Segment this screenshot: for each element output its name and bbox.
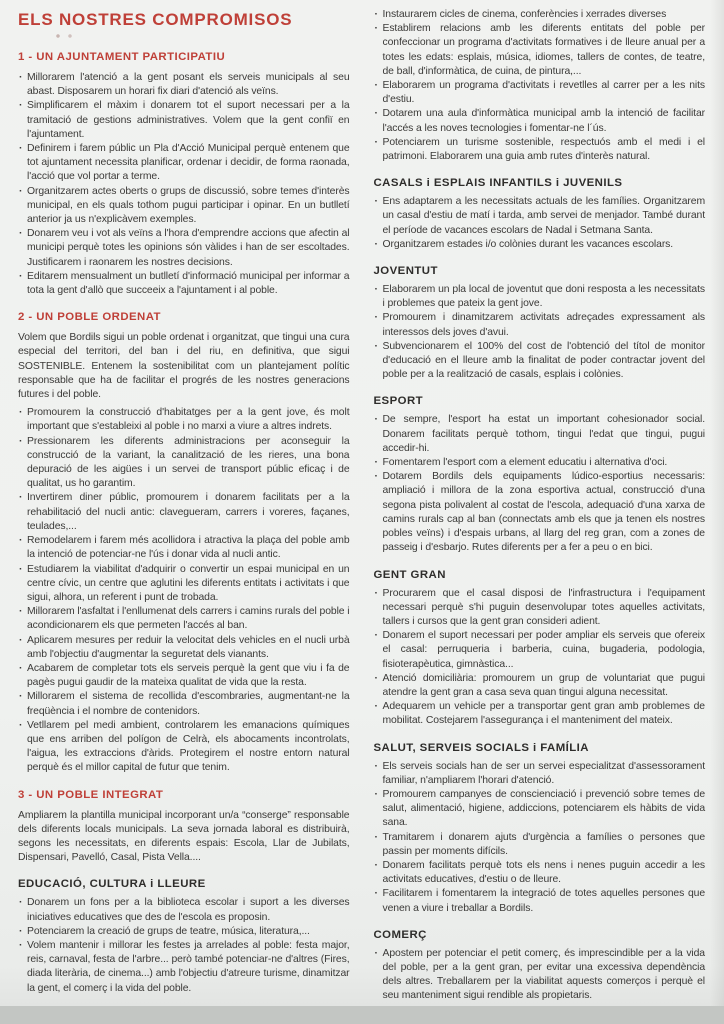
bullet-item: · Millorarem l'asfaltat i l'enllumenat dels carrers i camins rurals del poble i acondicionarem els que permeten l'accés al ban. [18,605,350,633]
section-heading-black: ESPORT [373,395,424,408]
bullet-list [18,71,350,298]
bullet-list [374,587,706,729]
bullet-item: · Volem mantenir i millorar les festes ja arrelades al poble: festa major, reis, carnaval, festa de l'arbre... però també potenciar-ne d'altres (Fires, diada literària, de cinema...) amb l'objectiu d'atreure turisme, dinamitzar la gent, el comerç i la vida del poble. [18,939,350,996]
bullet-item: · Organitzarem estades i/o colònies durant les vacances escolars. [374,238,706,252]
section-heading-black: JOVENTUT [373,265,438,278]
bullet-item: · Tramitarem i donarem ajuts d'urgència a famílies o persones que passin per moments difícils. [374,831,706,859]
bullet-item: · Estudiarem la viabilitat d'adquirir o convertir un espai municipal en un centre cívic, un centre que aglutini les diferents entitats i activitats i que sigui, alhora, un referent i punt de trobada. [18,563,350,606]
bullet-item: · Procurarem que el casal disposi de l'infrastructura i l'equipament necessari perquè s'hi puguin desenvolupar totes aquelles activitats, tallers i cursos que la gent gran consideri adient. [374,587,706,630]
bullet-item: · Pressionarem les diferents administracions per aconseguir la construcció de la variant, la canalització de les rieres, una bona depuració de les aigües i un servei de transport públic eficaç i de qualitat, us ho garantim. [18,435,350,492]
bullet-item: · Acabarem de completar tots els serveis perquè la gent que viu i fa de pagès pugui gaudir de la mateixa qualitat de vida que la resta. [18,662,350,690]
bullet-list [374,413,706,555]
bullet-item: · Apostem per potenciar el petit comerç, és imprescindible per a la vida del poble, per a la gent gran, per evitar una excessiva dependència dels altres. Treballarem per la viabilitat aquests comerços i perquè el seu manteniment sigui rendible als propietaris. [374,947,706,1004]
bullet-item: · Promourem campanyes de conscienciació i prevenció sobre temes de salut, alimentació, higiene, addiccions, potenciarem els hàbits de vida sana. [374,788,706,831]
bullet-item: · Millorarem el sistema de recollida d'escombraries, augmentant-ne la freqüència i el nombre de contenidors. [18,690,350,718]
bullet-item: · Elaborarem un programa d'activitats i revetlles al carrer per a les nits d'estiu. [374,79,706,107]
section-heading-black: GENT GRAN [373,568,446,581]
bullet-item: · De sempre, l'esport ha estat un important cohesionador social. Donarem facilitats perquè tothom, tingui l'edat que tingui, pugui accedir-hi. [374,413,706,456]
section-heading-black: EDUCACIÓ, CULTURA i LLEURE [18,878,206,891]
bullet-item: · Fomentarem l'esport com a element educatiu i alternativa d'oci. [374,456,706,470]
bullet-item: · Donarem el suport necessari per poder ampliar els serveis que ofereix el casal: perruqueria i barberia, cuina, bugaderia, podologia, fisioterapèutica, gimnàstica... [374,629,706,672]
bullet-list [374,8,706,164]
bullet-item: · Promourem la construcció d'habitatges per a la gent jove, és molt important que s'estableixi al poble i no marxi a viure a altres indrets. [18,406,350,434]
column-1 [18,8,350,1006]
bullet-item: · Atenció domiciliària: promourem un grup de voluntariat que pugui atendre la gent gran a casa seva quan tingui alguna necessitat. [374,672,706,700]
column-2 [374,8,706,1006]
section-heading-black: CASALS i ESPLAIS INFANTILS i JUVENILS [373,177,623,190]
bullet-item: · Definirem i farem públic un Pla d'Acció Municipal perquè entenem que tot ajuntament necessita planificar, ordenar i decidir, de forma raonada, l'acció que vol portar a terme. [18,142,350,185]
bullet-item: · Editarem mensualment un butlletí d'informació municipal per informar a tota la gent d'allò que succeeix a l'ajuntament i al poble. [18,270,350,298]
bullet-list [374,760,706,916]
bullet-list [18,896,350,995]
section-heading-red: 1 - UN AJUNTAMENT PARTICIPATIU [18,51,226,63]
bullet-item: · Elaborarem un pla local de joventut que doni resposta a les necessitats i problemes que pateix la gent jove. [374,283,706,311]
bullet-item: · Instaurarem cicles de cinema, conferències i xerrades diverses [374,8,706,22]
bullet-item: · Establirem relacions amb les diferents entitats del poble per confeccionar un programa d'activitats formatives i de lleure anual per a totes les edats: esplais, música, idiomes, tallers de contes, de teatre, de ball, d'informàtica, de cuina, de pintura,... [374,22,706,79]
bullet-item: · Vetllarem pel medi ambient, controlarem les emanacions químiques que ens arriben del polígon de Celrà, els abocaments incontrolats, l'aigua, les extraccions d'àrids. Protegirem el nostre entorn natural perquè és el millor capital de futur que tenim. [18,719,350,776]
scan-artifact [52,34,82,38]
bullet-item: · Remodelarem i farem més acollidora i atractiva la plaça del poble amb la intenció de potenciar-ne l'ús i donar vida al nucli antic. [18,534,350,562]
bullet-item: · Dotarem Bordils dels equipaments lúdico-esportius necessaris: ampliació i millora de la zona esportiva actual, construcció d'una segona pista polivalent al costat de l'escola, adequació d'una xarxa de camins rurals cap al ban (connectats amb els que ja tenen els nostres pobles veïns) i d'espais urbans, al llarg del reg gran, com a zones de passeig i d'esbarjo. Rutes diferents per a fer a peu o en bici. [374,470,706,555]
bullet-item: · Simplificarem el màxim i donarem tot el suport necessari per a la tramitació de gestions administratives. Volem que la gent confiï en l'ajuntament. [18,99,350,142]
scanner-background [0,1006,724,1024]
bullet-item: · Potenciarem la creació de grups de teatre, música, literatura,... [18,925,350,939]
bullet-item: · Donarem facilitats perquè tots els nens i nenes puguin accedir a les activitats educatives, d'estiu o de lleure. [374,859,706,887]
section-heading-black: SALUT, SERVEIS SOCIALS i FAMÍLIA [373,741,589,754]
bullet-list [18,406,350,775]
bullet-item: · Els serveis socials han de ser un servei especialitzat d'assessorament familiar, n'ampliarem l'horari d'atenció. [374,760,706,788]
bullet-item: · Aplicarem mesures per reduir la velocitat dels vehicles en el nucli urbà amb l'objectiu d'augmentar la seguretat dels vianants. [18,634,350,662]
bullet-item: · Millorarem l'atenció a la gent posant els serveis municipals al seu abast. Disposarem un horari fix diari d'atenció als veïns. [18,71,350,99]
paragraph: Ampliarem la plantilla municipal incorporant un/a “conserge” responsable dels diferents locals municipals. La seva jornada laboral es distribuirà, segons les necessitats, en diferents espais: Escola, Llar de Jubilats, Dispensari, Pavelló, Casal, Pista Vella.... [18,809,350,864]
bullet-item: · Organitzarem actes oberts o grups de discussió, sobre temes d'interès municipal, en els quals tothom pugui participar i opinar. En un butlletí anterior ja us n'explicàvem exemples. [18,185,350,228]
bullet-item: · Facilitarem i fomentarem la integració de totes aquelles persones que venen a viure i treballar a Bordils. [374,887,706,915]
page-title: ELS NOSTRES COMPROMISOS [18,10,293,29]
bullet-list [374,947,706,1004]
bullet-item: · Promourem i dinamitzarem activitats adreçades expressament als interessos dels joves d'avui. [374,311,706,339]
paragraph: Volem que Bordils sigui un poble ordenat i organitzat, que tingui una cura especial del territori, del ban i del riu, en definitiva, que sigui SOSTENIBLE. Entenem la sostenibilitat com un plantejament polític responsable que ha de facilitar el progrés de les nostres generacions futures i del poble. [18,332,350,401]
bullet-item: · Donarem un fons per a la biblioteca escolar i suport a les diverses iniciatives educatives que des de l'escola es proposin. [18,896,350,924]
bullet-list [374,195,706,252]
bullet-item: · Adequarem un vehicle per a transportar gent gran amb problemes de mobilitat. Costejarem l'assegurança i el manteniment del mateix. [374,700,706,728]
section-heading-red: 2 - UN POBLE ORDENAT [18,311,161,324]
bullet-list [374,283,706,382]
bullet-item: · Invertirem diner públic, promourem i donarem facilitats per a la rehabilitació del nucli antic: clavegueram, carrers i voreres, façanes, teulades,... [18,491,350,534]
bullet-item: · Dotarem una aula d'informàtica municipal amb la intenció de facilitar l'accés a les noves tecnologies i fomentar-ne l´ús. [374,107,706,135]
bullet-item: · Subvencionarem el 100% del cost de l'obtenció del títol de monitor d'educació en el lleure amb la finalitat de poder contractar jovent del poble per a la realització de casals, esplais i colònies. [374,340,706,383]
bullet-item: · Ens adaptarem a les necessitats actuals de les famílies. Organitzarem un casal d'estiu de matí i tarda, amb servei de menjador. També durant el període de vacances escolars de Nadal i Setmana Santa. [374,195,706,238]
section-heading-black: COMERÇ [373,928,427,941]
section-heading-red: 3 - UN POBLE INTEGRAT [18,788,164,801]
bullet-item: · Potenciarem un turisme sostenible, respectuós amb el medi i el patrimoni. Elaborarem una guia amb rutes d'interès natural. [374,136,706,164]
bullet-item: · Donarem veu i vot als veïns a l'hora d'emprendre accions que afectin al municipi perquè totes les opinions són vàlides i han de ser escoltades. Justificarem i raonarem les nostres decisions. [18,227,350,270]
